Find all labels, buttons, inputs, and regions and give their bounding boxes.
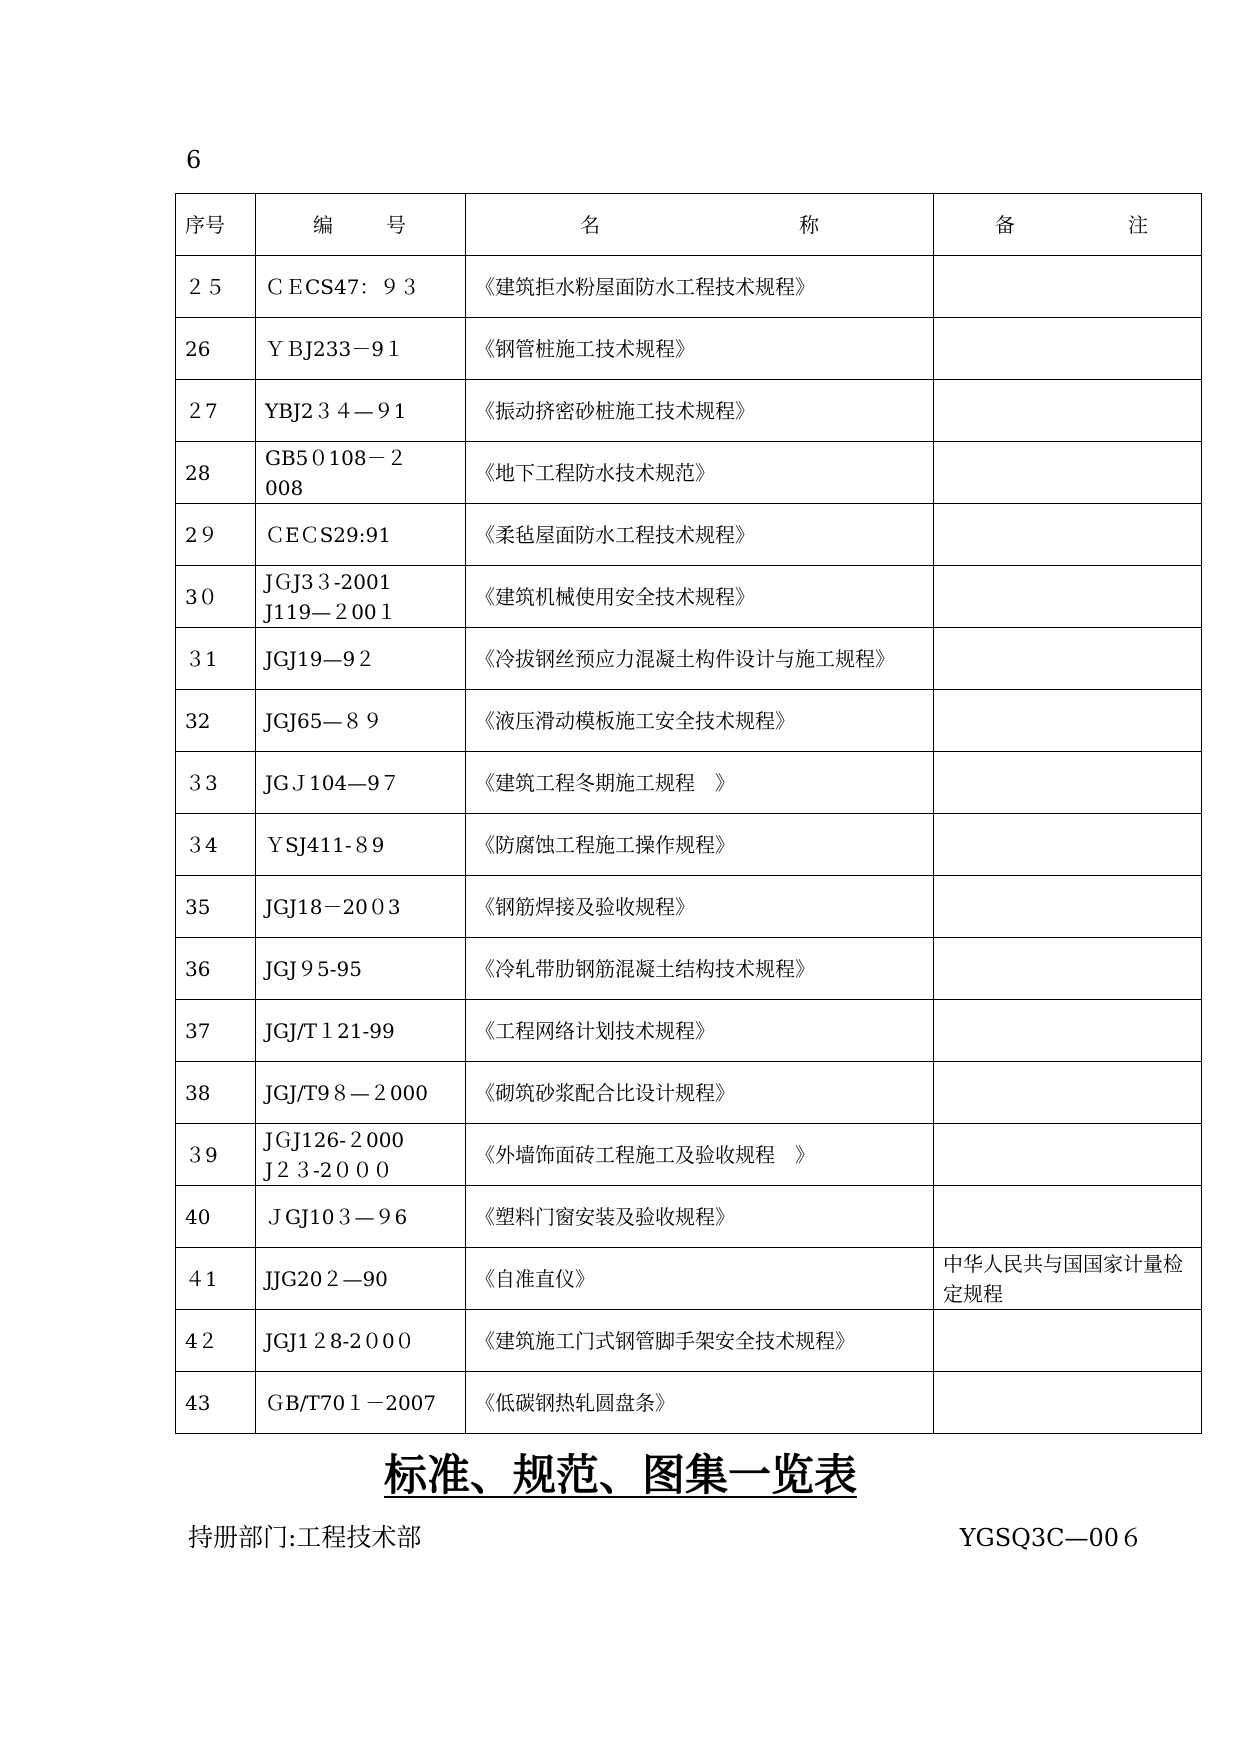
header-name-part2: 称: [799, 212, 819, 237]
row-name: 《建筑机械使用安全技术规程》: [466, 566, 934, 628]
row-note: 中华人民共与国国家计量检定规程: [934, 1248, 1202, 1310]
row-code: JＧJ126-２000 J２３-2０００: [256, 1124, 466, 1186]
table-row: [176, 876, 1202, 938]
header-code-part1: 编: [313, 212, 333, 237]
row-note: [934, 504, 1202, 566]
row-code: ＣEＣS29:91: [256, 504, 466, 566]
table-row: [176, 1124, 1202, 1186]
row-seq: ３1: [176, 628, 256, 690]
row-note: [934, 814, 1202, 876]
row-code: JGJ65—８９: [256, 690, 466, 752]
row-seq: 3０: [176, 566, 256, 628]
standards-table: [175, 193, 1202, 1434]
table-body: [176, 256, 1202, 1434]
table-row: [176, 256, 1202, 318]
row-code: GB5０108－２ 008: [256, 442, 466, 504]
row-seq: 32: [176, 690, 256, 752]
table-header-row: [176, 194, 1202, 256]
row-note: [934, 752, 1202, 814]
row-name: 《建筑工程冬期施工规程 》: [466, 752, 934, 814]
row-name: 《振动挤密砂桩施工技术规程》: [466, 380, 934, 442]
row-seq: ４1: [176, 1248, 256, 1310]
header-seq: 序号: [176, 194, 256, 256]
row-seq: 38: [176, 1062, 256, 1124]
row-name: 《防腐蚀工程施工操作规程》: [466, 814, 934, 876]
row-note: [934, 628, 1202, 690]
row-name: 《低碳钢热轧圆盘条》: [466, 1372, 934, 1434]
row-note: [934, 938, 1202, 1000]
table-row: [176, 380, 1202, 442]
row-seq: ３3: [176, 752, 256, 814]
page-title-text: 标准、规范、图集一览表: [384, 1451, 857, 1501]
row-name: 《柔毡屋面防水工程技术规程》: [466, 504, 934, 566]
row-code: JGJ/T１21-99: [256, 1000, 466, 1062]
row-seq: ３4: [176, 814, 256, 876]
row-note: [934, 256, 1202, 318]
header-code: [256, 194, 466, 256]
row-seq: 43: [176, 1372, 256, 1434]
table-row: [176, 690, 1202, 752]
row-seq: 35: [176, 876, 256, 938]
row-seq: 36: [176, 938, 256, 1000]
row-seq: 26: [176, 318, 256, 380]
document-number: YGSQ3C—00６: [959, 1524, 1143, 1552]
row-note: [934, 1000, 1202, 1062]
table-row: [176, 1248, 1202, 1310]
header-code-part2: 号: [386, 212, 406, 237]
table-row: [176, 442, 1202, 504]
row-name: 《液压滑动模板施工安全技术规程》: [466, 690, 934, 752]
header-name-part1: 名: [580, 212, 600, 237]
row-seq: ２7: [176, 380, 256, 442]
table-row: [176, 566, 1202, 628]
row-name: 《塑料门窗安装及验收规程》: [466, 1186, 934, 1248]
row-seq: 37: [176, 1000, 256, 1062]
table-row: [176, 1372, 1202, 1434]
row-name: 《钢筋焊接及验收规程》: [466, 876, 934, 938]
table-row: [176, 1062, 1202, 1124]
page-title: [0, 1442, 1241, 1503]
table-row: [176, 318, 1202, 380]
row-name: 《地下工程防水技术规范》: [466, 442, 934, 504]
row-name: 《砌筑砂浆配合比设计规程》: [466, 1062, 934, 1124]
row-note: [934, 380, 1202, 442]
table-row: [176, 504, 1202, 566]
row-code: JGJ９5-95: [256, 938, 466, 1000]
row-code: JGJ/T9８—２000: [256, 1062, 466, 1124]
row-seq: 40: [176, 1186, 256, 1248]
header-note-part2: 注: [1128, 212, 1148, 237]
row-code: JGJ19—9２: [256, 628, 466, 690]
row-code: ＣＥCS47：９３: [256, 256, 466, 318]
row-note: [934, 1372, 1202, 1434]
row-name: 《冷拔钢丝预应力混凝土构件设计与施工规程》: [466, 628, 934, 690]
row-note: [934, 1124, 1202, 1186]
table-row: [176, 628, 1202, 690]
row-note: [934, 318, 1202, 380]
row-code: ＹSJ411-８9: [256, 814, 466, 876]
row-note: [934, 1310, 1202, 1372]
row-seq: ３9: [176, 1124, 256, 1186]
table-row: [176, 1000, 1202, 1062]
row-code: ＹＢJ233－9１: [256, 318, 466, 380]
row-name: 《建筑施工门式钢管脚手架安全技术规程》: [466, 1310, 934, 1372]
row-note: [934, 876, 1202, 938]
row-name: 《钢管桩施工技术规程》: [466, 318, 934, 380]
row-code: JＧJ3３-2001 J119—２00１: [256, 566, 466, 628]
row-seq: 2９: [176, 504, 256, 566]
row-name: 《工程网络计划技术规程》: [466, 1000, 934, 1062]
header-name: [466, 194, 934, 256]
table-row: [176, 1186, 1202, 1248]
row-code: ＪGJ10３—９6: [256, 1186, 466, 1248]
row-note: [934, 442, 1202, 504]
row-code: YBJ2３４—９1: [256, 380, 466, 442]
row-note: [934, 690, 1202, 752]
row-code: JGJ1２8-2０0０: [256, 1310, 466, 1372]
row-code: JGJ18－20０3: [256, 876, 466, 938]
row-name: 《外墙饰面砖工程施工及验收规程 》: [466, 1124, 934, 1186]
row-note: [934, 566, 1202, 628]
row-seq: ２５: [176, 256, 256, 318]
holding-department: 持册部门:工程技术部: [188, 1523, 422, 1552]
table-row: [176, 938, 1202, 1000]
header-note-part1: 备: [995, 212, 1015, 237]
row-seq: 28: [176, 442, 256, 504]
row-code: ＧB/T70１－2007: [256, 1372, 466, 1434]
row-name: 《自准直仪》: [466, 1248, 934, 1310]
header-note: [934, 194, 1202, 256]
row-code: JGＪ104—9７: [256, 752, 466, 814]
table-row: [176, 814, 1202, 876]
row-note: [934, 1186, 1202, 1248]
row-code: JJG20２—90: [256, 1248, 466, 1310]
table-row: [176, 1310, 1202, 1372]
page-number: 6: [186, 146, 202, 174]
row-name: 《建筑拒水粉屋面防水工程技术规程》: [466, 256, 934, 318]
table-row: [176, 752, 1202, 814]
row-note: [934, 1062, 1202, 1124]
row-name: 《冷轧带肋钢筋混凝土结构技术规程》: [466, 938, 934, 1000]
row-seq: 4２: [176, 1310, 256, 1372]
